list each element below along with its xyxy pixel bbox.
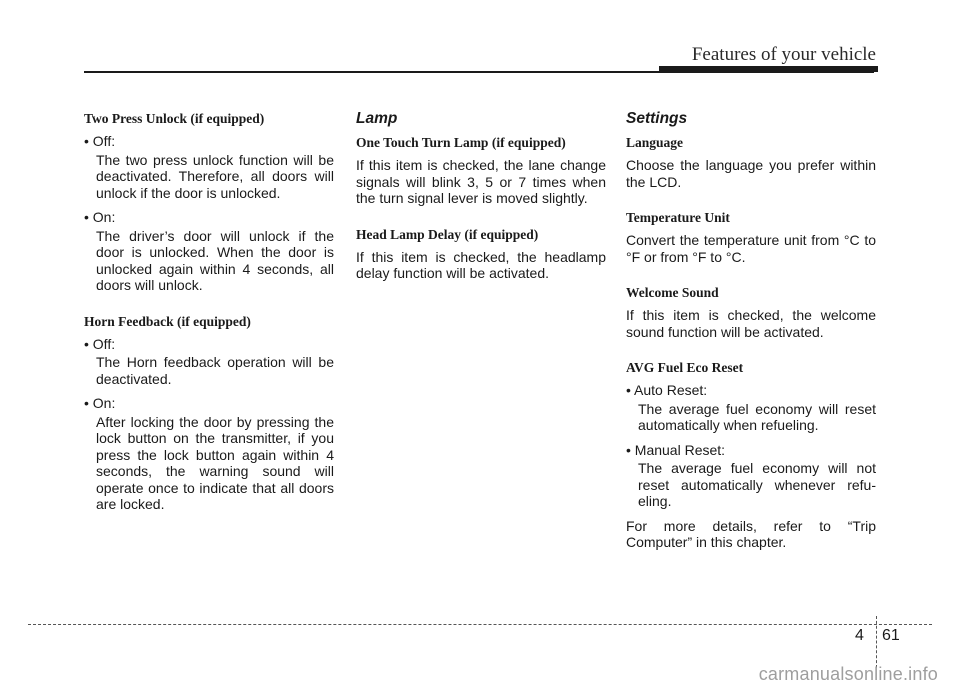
- welcome-sound-heading: Welcome Sound: [626, 285, 719, 300]
- page-number-divider: [876, 616, 877, 668]
- auto-reset-label: • Auto Reset:: [626, 382, 708, 398]
- one-touch-turn-lamp-text: If this item is checked, the lane change signals will blink 3, 5 or 7 times when the turn signal lever is moved slightly.: [356, 157, 606, 206]
- header-rule-accent: [659, 66, 878, 72]
- column-right: [626, 110, 876, 570]
- settings-section-title: Settings: [626, 110, 688, 127]
- avg-fuel-eco-reset-heading: AVG Fuel Eco Reset: [626, 360, 744, 375]
- language-text: Choose the language you prefer within the LCD.: [626, 157, 876, 190]
- chapter-number: 4: [855, 627, 864, 644]
- language-heading: Language: [626, 135, 684, 150]
- trip-computer-reference-text: For more details, refer to “Trip Computer” in this chapter.: [626, 517, 876, 550]
- one-touch-turn-lamp-heading: One Touch Turn Lamp (if equipped): [356, 135, 566, 150]
- two-press-off-text: The two press unlock function will be deactivated. Therefore, all doors will unlock if the door is unlocked.: [96, 151, 334, 201]
- horn-feedback-heading: Horn Feedback (if equipped): [84, 313, 251, 329]
- two-press-unlock-heading: Two Press Unlock (if equipped): [84, 111, 265, 126]
- page-header-title: Features of your vehicle: [691, 44, 876, 65]
- manual-reset-label: • Manual Reset:: [626, 441, 726, 458]
- head-lamp-delay-heading: Head Lamp Delay (if equipped): [356, 226, 539, 242]
- page-number: 61: [882, 627, 900, 644]
- horn-off-text: The Horn feedback operation will be deactivated.: [96, 354, 334, 387]
- two-press-on-label: • On:: [84, 209, 116, 225]
- auto-reset-text: The average fuel economy will reset automatically when refueling.: [638, 400, 876, 433]
- watermark: carmanualsonline.info: [758, 664, 938, 684]
- two-press-off-label: • Off:: [84, 133, 116, 149]
- manual-reset-text: The average fuel economy will not reset automatically whenever refu-eling.: [638, 460, 876, 509]
- horn-on-text: After locking the door by pressing the lock button on the transmitter, if you press the lock button again within 4 seconds, the warning sound will operate once to indicate that all doors are locked.: [96, 413, 334, 512]
- temperature-unit-text: Convert the temperature unit from °C to °F or from °F to °C.: [626, 232, 876, 265]
- temperature-unit-heading: Temperature Unit: [626, 210, 730, 225]
- footer-divider: [28, 624, 932, 625]
- column-middle: [356, 110, 606, 301]
- two-press-on-text: The driver’s door will unlock if the door is unlocked. When the door is unlocked again within 4 seconds, all doors will unlock.: [96, 227, 334, 293]
- welcome-sound-text: If this item is checked, the welcome sound function will be activated.: [626, 307, 876, 340]
- lamp-section-title: Lamp: [356, 110, 398, 127]
- column-left: [84, 110, 334, 521]
- head-lamp-delay-text: If this item is checked, the headlamp delay function will be activated.: [356, 248, 606, 281]
- horn-off-label: • Off:: [84, 335, 116, 352]
- horn-on-label: • On:: [84, 395, 116, 411]
